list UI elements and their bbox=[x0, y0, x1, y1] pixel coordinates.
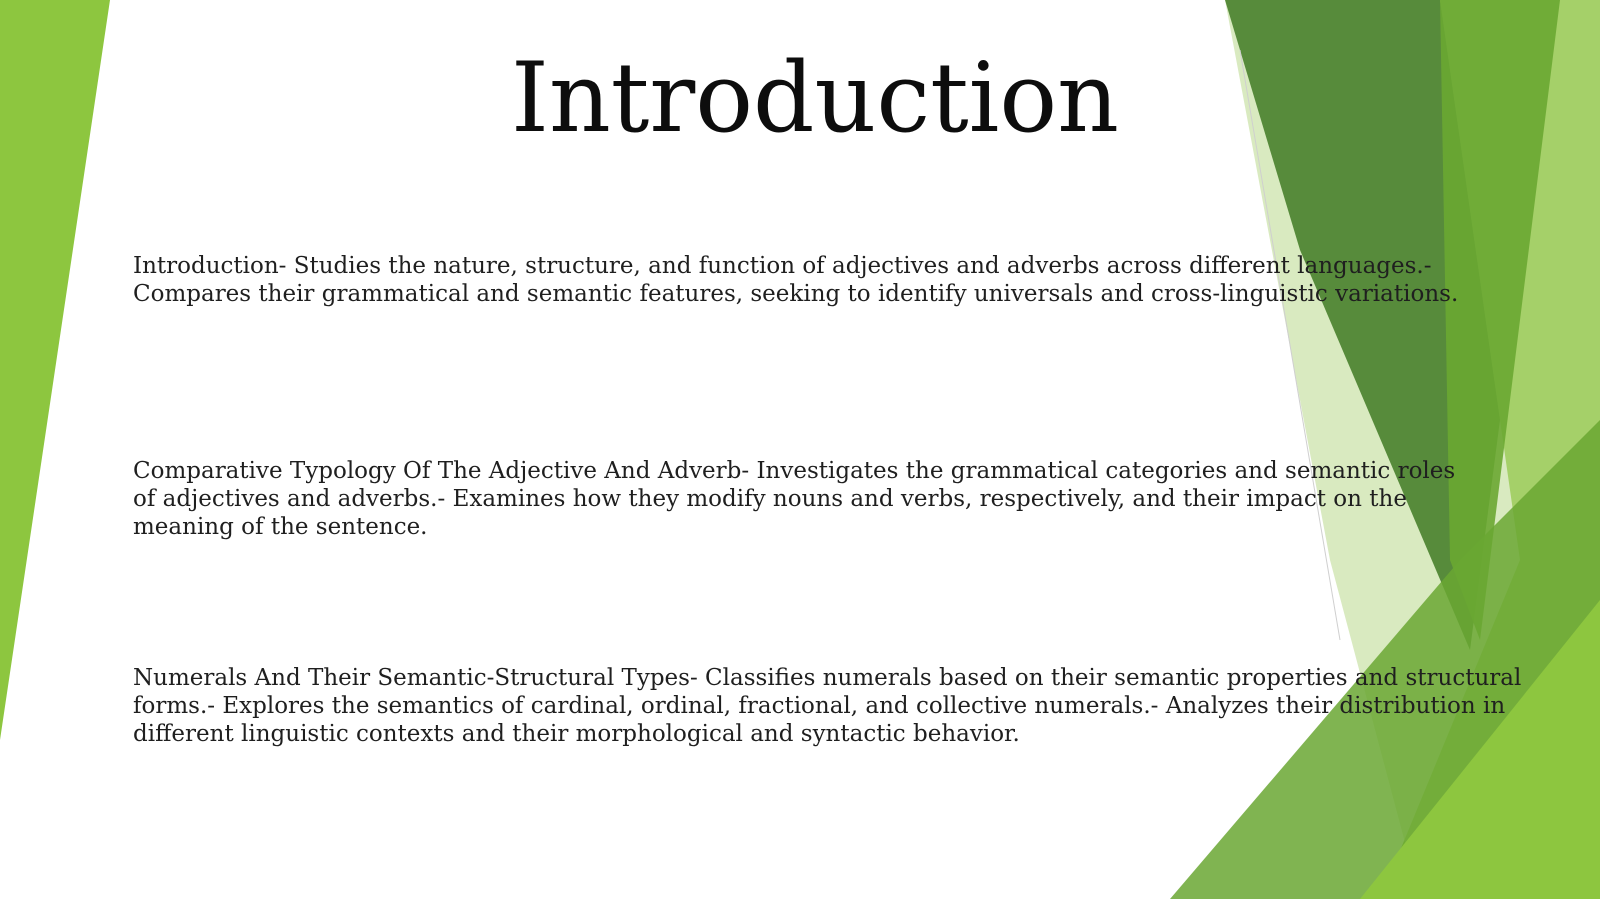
paragraph-comparative-typology: Comparative Typology Of The Adjective And Adverb- Investigates the grammatical categories and semantic roles of adjectives and adverbs.- Examines how they modify nouns and verbs, respectively, and their impact on the meaning of the sentence. bbox=[133, 458, 1456, 540]
slide-title: Introduction bbox=[511, 42, 1119, 154]
paragraph-numerals: Numerals And Their Semantic-Structural Types- Classifies numerals based on their semantic properties and structural forms.- Explores the semantics of cardinal, ordinal, fractional, and collective numerals.- Analyzes their distribution in different linguistic contexts and their morphological and syntactic behavior. bbox=[133, 665, 1522, 747]
left-accent-shape bbox=[0, 0, 110, 740]
paragraph-introduction: Introduction- Studies the nature, structure, and function of adjectives and adverbs across different languages.- Compares their grammatical and semantic features, seeking to identify universals and cross-linguistic variations. bbox=[133, 253, 1459, 307]
